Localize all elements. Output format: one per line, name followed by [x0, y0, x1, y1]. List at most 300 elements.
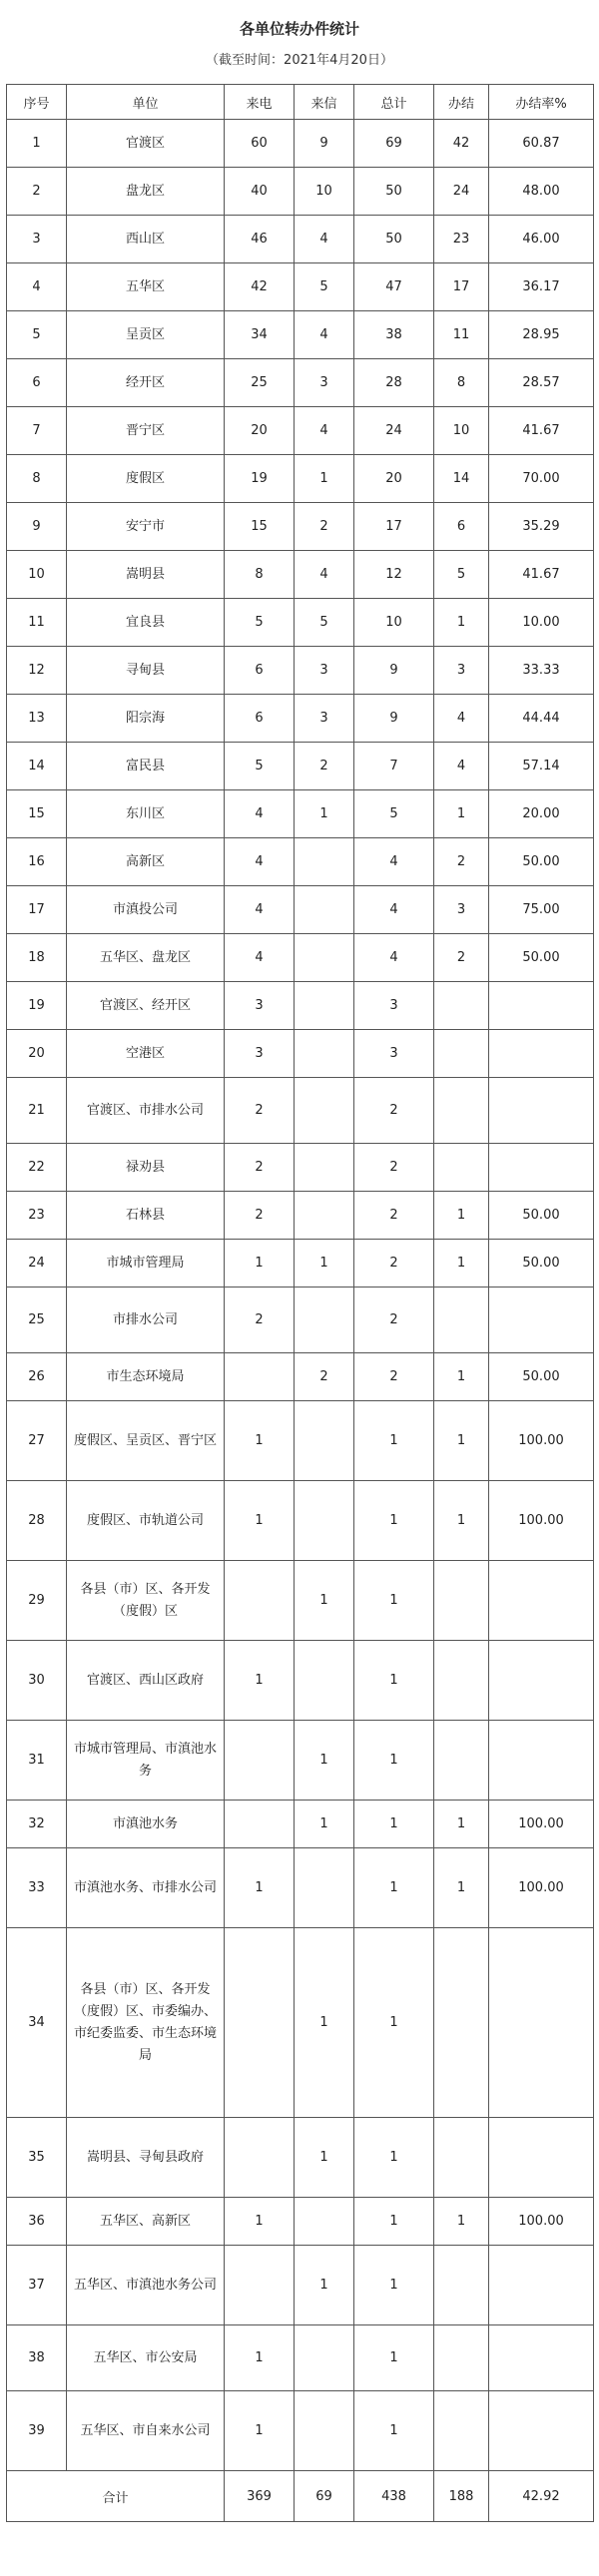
table-cell: 4: [295, 216, 354, 263]
table-row: [7, 311, 594, 359]
table-cell: 10: [7, 551, 67, 599]
unit-cell: 东川区: [67, 790, 225, 838]
table-row: [7, 359, 594, 407]
table-row: [7, 1801, 594, 1848]
table-cell: [295, 2391, 354, 2471]
table-cell: 9: [354, 695, 434, 743]
table-cell: 1: [434, 1240, 489, 1288]
table-cell: 1: [354, 1801, 434, 1848]
table-cell: [489, 1030, 594, 1078]
table-cell: 8: [7, 455, 67, 503]
table-cell: 4: [295, 551, 354, 599]
table-cell: 50.00: [489, 1192, 594, 1240]
table-cell: 5: [295, 263, 354, 311]
table-cell: [434, 1144, 489, 1192]
table-cell: 28.95: [489, 311, 594, 359]
table-cell: 1: [295, 1721, 354, 1801]
table-cell: 100.00: [489, 2198, 594, 2246]
table-cell: 41.67: [489, 551, 594, 599]
table-cell: 1: [225, 2391, 295, 2471]
unit-cell: 空港区: [67, 1030, 225, 1078]
unit-cell: 五华区、市自来水公司: [67, 2391, 225, 2471]
table-row: [7, 695, 594, 743]
table-cell: 6: [225, 695, 295, 743]
table-cell: 1: [295, 1561, 354, 1641]
table-cell: [489, 982, 594, 1030]
unit-cell: 盘龙区: [67, 168, 225, 216]
table-cell: 8: [434, 359, 489, 407]
table-cell: 1: [354, 1561, 434, 1641]
table-cell: 1: [354, 2118, 434, 2198]
table-cell: 4: [295, 311, 354, 359]
table-cell: [489, 2118, 594, 2198]
table-cell: 4: [225, 838, 295, 886]
table-cell: 25: [7, 1288, 67, 1353]
table-cell: [295, 886, 354, 934]
table-cell: [489, 1721, 594, 1801]
table-cell: [434, 1641, 489, 1721]
table-cell: 44.44: [489, 695, 594, 743]
table-cell: 4: [225, 934, 295, 982]
table-cell: 10.00: [489, 599, 594, 647]
table-cell: 11: [434, 311, 489, 359]
table-cell: 30: [7, 1641, 67, 1721]
unit-cell: 市滇池水务: [67, 1801, 225, 1848]
table-cell: 100.00: [489, 1401, 594, 1481]
table-row: [7, 1928, 594, 2118]
table-cell: 23: [434, 216, 489, 263]
table-cell: 5: [225, 743, 295, 790]
table-row: [7, 2325, 594, 2391]
table-cell: 1: [295, 1928, 354, 2118]
table-cell: 2: [354, 1240, 434, 1288]
table-cell: 19: [225, 455, 295, 503]
unit-cell: 石林县: [67, 1192, 225, 1240]
table-cell: 1: [225, 1641, 295, 1721]
table-cell: [295, 934, 354, 982]
header-cell: 来信: [295, 85, 354, 120]
table-cell: 48.00: [489, 168, 594, 216]
table-body: [7, 120, 594, 2471]
table-row: [7, 1030, 594, 1078]
table-cell: 50.00: [489, 934, 594, 982]
table-cell: 2: [354, 1288, 434, 1353]
table-cell: 3: [225, 982, 295, 1030]
table-cell: 3: [354, 1030, 434, 1078]
table-row: [7, 1288, 594, 1353]
table-cell: 24: [354, 407, 434, 455]
unit-cell: 市城市管理局、市滇池水务: [67, 1721, 225, 1801]
table-cell: 20: [7, 1030, 67, 1078]
table-cell: [434, 982, 489, 1030]
table-cell: [225, 1928, 295, 2118]
table-cell: [225, 1561, 295, 1641]
table-cell: 21: [7, 1078, 67, 1144]
table-cell: 22: [7, 1144, 67, 1192]
table-cell: 9: [354, 647, 434, 695]
table-cell: 1: [354, 2198, 434, 2246]
table-cell: 2: [225, 1078, 295, 1144]
table-cell: 4: [434, 743, 489, 790]
table-row: [7, 934, 594, 982]
unit-cell: 五华区、市公安局: [67, 2325, 225, 2391]
unit-cell: 度假区、市轨道公司: [67, 1481, 225, 1561]
table-cell: [434, 1721, 489, 1801]
table-cell: 1: [354, 2391, 434, 2471]
table-cell: 50: [354, 168, 434, 216]
header-cell: 来电: [225, 85, 295, 120]
unit-cell: 官渡区、市排水公司: [67, 1078, 225, 1144]
unit-cell: 度假区: [67, 455, 225, 503]
table-row: [7, 2246, 594, 2325]
table-cell: 17: [354, 503, 434, 551]
table-cell: 5: [295, 599, 354, 647]
table-row: [7, 503, 594, 551]
unit-cell: 禄劝县: [67, 1144, 225, 1192]
table-cell: 1: [225, 2198, 295, 2246]
table-cell: 6: [7, 359, 67, 407]
table-cell: [489, 2325, 594, 2391]
table-cell: 1: [7, 120, 67, 168]
table-cell: [225, 2118, 295, 2198]
table-cell: 5: [225, 599, 295, 647]
total-row: [7, 2471, 594, 2522]
table-cell: 27: [7, 1401, 67, 1481]
table-cell: 57.14: [489, 743, 594, 790]
table-cell: 38: [7, 2325, 67, 2391]
table-cell: 1: [225, 1848, 295, 1928]
unit-cell: 市排水公司: [67, 1288, 225, 1353]
table-cell: 3: [434, 647, 489, 695]
unit-cell: 官渡区、经开区: [67, 982, 225, 1030]
table-cell: [434, 1561, 489, 1641]
table-cell: 26: [7, 1353, 67, 1401]
unit-cell: 嵩明县: [67, 551, 225, 599]
table-cell: 1: [295, 1240, 354, 1288]
table-cell: 50.00: [489, 1240, 594, 1288]
table-cell: 60: [225, 120, 295, 168]
table-cell: 1: [354, 1928, 434, 2118]
table-cell: 9: [7, 503, 67, 551]
table-cell: 2: [354, 1144, 434, 1192]
table-cell: [295, 838, 354, 886]
table-row: [7, 1641, 594, 1721]
total-cell: 42.92: [489, 2471, 594, 2522]
table-cell: 5: [434, 551, 489, 599]
table-cell: 1: [225, 1240, 295, 1288]
table-cell: 20: [225, 407, 295, 455]
table-cell: 2: [225, 1144, 295, 1192]
table-row: [7, 1721, 594, 1801]
table-row: [7, 168, 594, 216]
table-cell: 4: [434, 695, 489, 743]
table-cell: 35: [7, 2118, 67, 2198]
table-cell: 18: [7, 934, 67, 982]
table-cell: 50: [354, 216, 434, 263]
statistics-table: [6, 84, 594, 2522]
table-cell: 7: [7, 407, 67, 455]
table-cell: 2: [354, 1192, 434, 1240]
table-cell: 2: [295, 1353, 354, 1401]
table-cell: 2: [434, 838, 489, 886]
table-cell: 33: [7, 1848, 67, 1928]
total-label: 合计: [7, 2471, 225, 2522]
table-cell: 1: [295, 790, 354, 838]
unit-cell: 五华区、市滇池水务公司: [67, 2246, 225, 2325]
table-cell: 1: [225, 2325, 295, 2391]
table-cell: 10: [434, 407, 489, 455]
table-cell: 20.00: [489, 790, 594, 838]
table-row: [7, 263, 594, 311]
table-row: [7, 1481, 594, 1561]
table-cell: 6: [434, 503, 489, 551]
table-row: [7, 1078, 594, 1144]
table-row: [7, 2391, 594, 2471]
table-header-row: [7, 85, 594, 120]
table-cell: 34: [7, 1928, 67, 2118]
table-row: [7, 1240, 594, 1288]
table-cell: [434, 2118, 489, 2198]
table-cell: 39: [7, 2391, 67, 2471]
table-cell: 28.57: [489, 359, 594, 407]
table-cell: [295, 1848, 354, 1928]
table-cell: 46.00: [489, 216, 594, 263]
table-cell: [295, 1030, 354, 1078]
unit-cell: 阳宗海: [67, 695, 225, 743]
table-cell: [434, 2325, 489, 2391]
table-cell: [489, 2246, 594, 2325]
table-cell: 40: [225, 168, 295, 216]
table-cell: 17: [7, 886, 67, 934]
table-cell: 5: [354, 790, 434, 838]
table-cell: 31: [7, 1721, 67, 1801]
table-cell: [295, 2325, 354, 2391]
table-cell: 1: [295, 2118, 354, 2198]
table-cell: 3: [295, 359, 354, 407]
table-cell: [434, 1288, 489, 1353]
table-cell: 32: [7, 1801, 67, 1848]
table-cell: [295, 2198, 354, 2246]
table-cell: 10: [354, 599, 434, 647]
table-cell: 14: [434, 455, 489, 503]
table-cell: 35.29: [489, 503, 594, 551]
table-cell: [295, 1641, 354, 1721]
table-cell: [489, 1078, 594, 1144]
header-cell: 总计: [354, 85, 434, 120]
header-cell: 序号: [7, 85, 67, 120]
table-cell: 1: [354, 1641, 434, 1721]
table-cell: [489, 1144, 594, 1192]
table-row: [7, 647, 594, 695]
table-cell: 1: [434, 1481, 489, 1561]
table-row: [7, 1401, 594, 1481]
unit-cell: 嵩明县、寻甸县政府: [67, 2118, 225, 2198]
table-row: [7, 1192, 594, 1240]
table-cell: 1: [354, 1481, 434, 1561]
table-cell: 15: [225, 503, 295, 551]
table-row: [7, 407, 594, 455]
table-cell: 23: [7, 1192, 67, 1240]
table-cell: 17: [434, 263, 489, 311]
table-cell: 2: [7, 168, 67, 216]
table-cell: [295, 1078, 354, 1144]
table-cell: 1: [354, 2246, 434, 2325]
table-cell: 34: [225, 311, 295, 359]
table-cell: 3: [434, 886, 489, 934]
table-cell: 1: [434, 1353, 489, 1401]
table-cell: 28: [354, 359, 434, 407]
table-cell: 1: [434, 1801, 489, 1848]
table-row: [7, 120, 594, 168]
table-cell: 11: [7, 599, 67, 647]
table-cell: 3: [354, 982, 434, 1030]
table-cell: 14: [7, 743, 67, 790]
table-cell: [434, 1030, 489, 1078]
unit-cell: 五华区、高新区: [67, 2198, 225, 2246]
table-cell: [295, 1288, 354, 1353]
table-cell: 10: [295, 168, 354, 216]
table-cell: [489, 1288, 594, 1353]
table-cell: 1: [434, 2198, 489, 2246]
total-cell: 69: [295, 2471, 354, 2522]
table-cell: 1: [295, 1801, 354, 1848]
total-cell: 188: [434, 2471, 489, 2522]
table-cell: 2: [295, 503, 354, 551]
table-cell: 1: [354, 2325, 434, 2391]
table-cell: [295, 1401, 354, 1481]
table-cell: 1: [354, 1848, 434, 1928]
unit-cell: 五华区、盘龙区: [67, 934, 225, 982]
table-cell: 5: [7, 311, 67, 359]
table-cell: 24: [7, 1240, 67, 1288]
unit-cell: 宜良县: [67, 599, 225, 647]
table-cell: 37: [7, 2246, 67, 2325]
table-cell: 4: [7, 263, 67, 311]
table-cell: 1: [225, 1481, 295, 1561]
table-cell: 15: [7, 790, 67, 838]
table-cell: 60.87: [489, 120, 594, 168]
table-cell: 29: [7, 1561, 67, 1641]
unit-cell: 五华区: [67, 263, 225, 311]
table-cell: 36: [7, 2198, 67, 2246]
table-cell: 100.00: [489, 1848, 594, 1928]
table-cell: 33.33: [489, 647, 594, 695]
unit-cell: 度假区、呈贡区、晋宁区: [67, 1401, 225, 1481]
table-row: [7, 1144, 594, 1192]
unit-cell: 高新区: [67, 838, 225, 886]
table-cell: 12: [7, 647, 67, 695]
unit-cell: 西山区: [67, 216, 225, 263]
table-cell: 1: [354, 1401, 434, 1481]
table-cell: 4: [354, 886, 434, 934]
table-cell: 4: [295, 407, 354, 455]
table-cell: [225, 1721, 295, 1801]
unit-cell: 安宁市: [67, 503, 225, 551]
table-row: [7, 216, 594, 263]
header-cell: 办结率%: [489, 85, 594, 120]
table-cell: 2: [354, 1353, 434, 1401]
table-cell: 3: [295, 647, 354, 695]
table-cell: 36.17: [489, 263, 594, 311]
unit-cell: 市城市管理局: [67, 1240, 225, 1288]
table-subtitle: （截至时间：2021年4月20日）: [206, 53, 393, 68]
table-row: [7, 551, 594, 599]
table-cell: 2: [354, 1078, 434, 1144]
table-cell: 100.00: [489, 1801, 594, 1848]
table-row: [7, 982, 594, 1030]
header-cell: 办结: [434, 85, 489, 120]
table-cell: [489, 1561, 594, 1641]
table-cell: [225, 1353, 295, 1401]
table-cell: 1: [295, 455, 354, 503]
table-cell: [225, 2246, 295, 2325]
table-cell: 4: [225, 886, 295, 934]
table-row: [7, 1353, 594, 1401]
table-cell: 75.00: [489, 886, 594, 934]
table-cell: [489, 1928, 594, 2118]
table-row: [7, 1848, 594, 1928]
table-cell: 50.00: [489, 1353, 594, 1401]
table-cell: 1: [354, 1721, 434, 1801]
unit-cell: 官渡区、西山区政府: [67, 1641, 225, 1721]
table-cell: [434, 2391, 489, 2471]
unit-cell: 经开区: [67, 359, 225, 407]
table-cell: [295, 1144, 354, 1192]
table-cell: [295, 1481, 354, 1561]
table-cell: 6: [225, 647, 295, 695]
table-cell: [295, 982, 354, 1030]
table-row: [7, 2198, 594, 2246]
table-cell: 25: [225, 359, 295, 407]
table-cell: 1: [434, 1848, 489, 1928]
table-cell: 1: [434, 599, 489, 647]
table-title: 各单位转办件统计: [239, 20, 359, 38]
unit-cell: 官渡区: [67, 120, 225, 168]
unit-cell: 市生态环境局: [67, 1353, 225, 1401]
unit-cell: 市滇池水务、市排水公司: [67, 1848, 225, 1928]
table-cell: 8: [225, 551, 295, 599]
unit-cell: 各县（市）区、各开发（度假）区: [67, 1561, 225, 1641]
table-cell: 20: [354, 455, 434, 503]
table-cell: 7: [354, 743, 434, 790]
table-cell: 4: [354, 934, 434, 982]
table-cell: 42: [225, 263, 295, 311]
table-cell: 41.67: [489, 407, 594, 455]
table-cell: 69: [354, 120, 434, 168]
unit-cell: 各县（市）区、各开发（度假）区、市委编办、市纪委监委、市生态环境局: [67, 1928, 225, 2118]
table-cell: 1: [225, 1401, 295, 1481]
table-row: [7, 886, 594, 934]
table-row: [7, 2118, 594, 2198]
table-cell: 1: [434, 790, 489, 838]
table-cell: 100.00: [489, 1481, 594, 1561]
table-cell: 12: [354, 551, 434, 599]
table-row: [7, 743, 594, 790]
table-cell: [489, 2391, 594, 2471]
total-cell: 369: [225, 2471, 295, 2522]
table-cell: 2: [434, 934, 489, 982]
table-cell: 3: [295, 695, 354, 743]
table-cell: 3: [225, 1030, 295, 1078]
unit-cell: 寻甸县: [67, 647, 225, 695]
table-cell: [295, 1192, 354, 1240]
table-cell: 50.00: [489, 838, 594, 886]
unit-cell: 富民县: [67, 743, 225, 790]
table-cell: [225, 1801, 295, 1848]
table-cell: 2: [225, 1288, 295, 1353]
table-cell: 46: [225, 216, 295, 263]
table-cell: 1: [295, 2246, 354, 2325]
